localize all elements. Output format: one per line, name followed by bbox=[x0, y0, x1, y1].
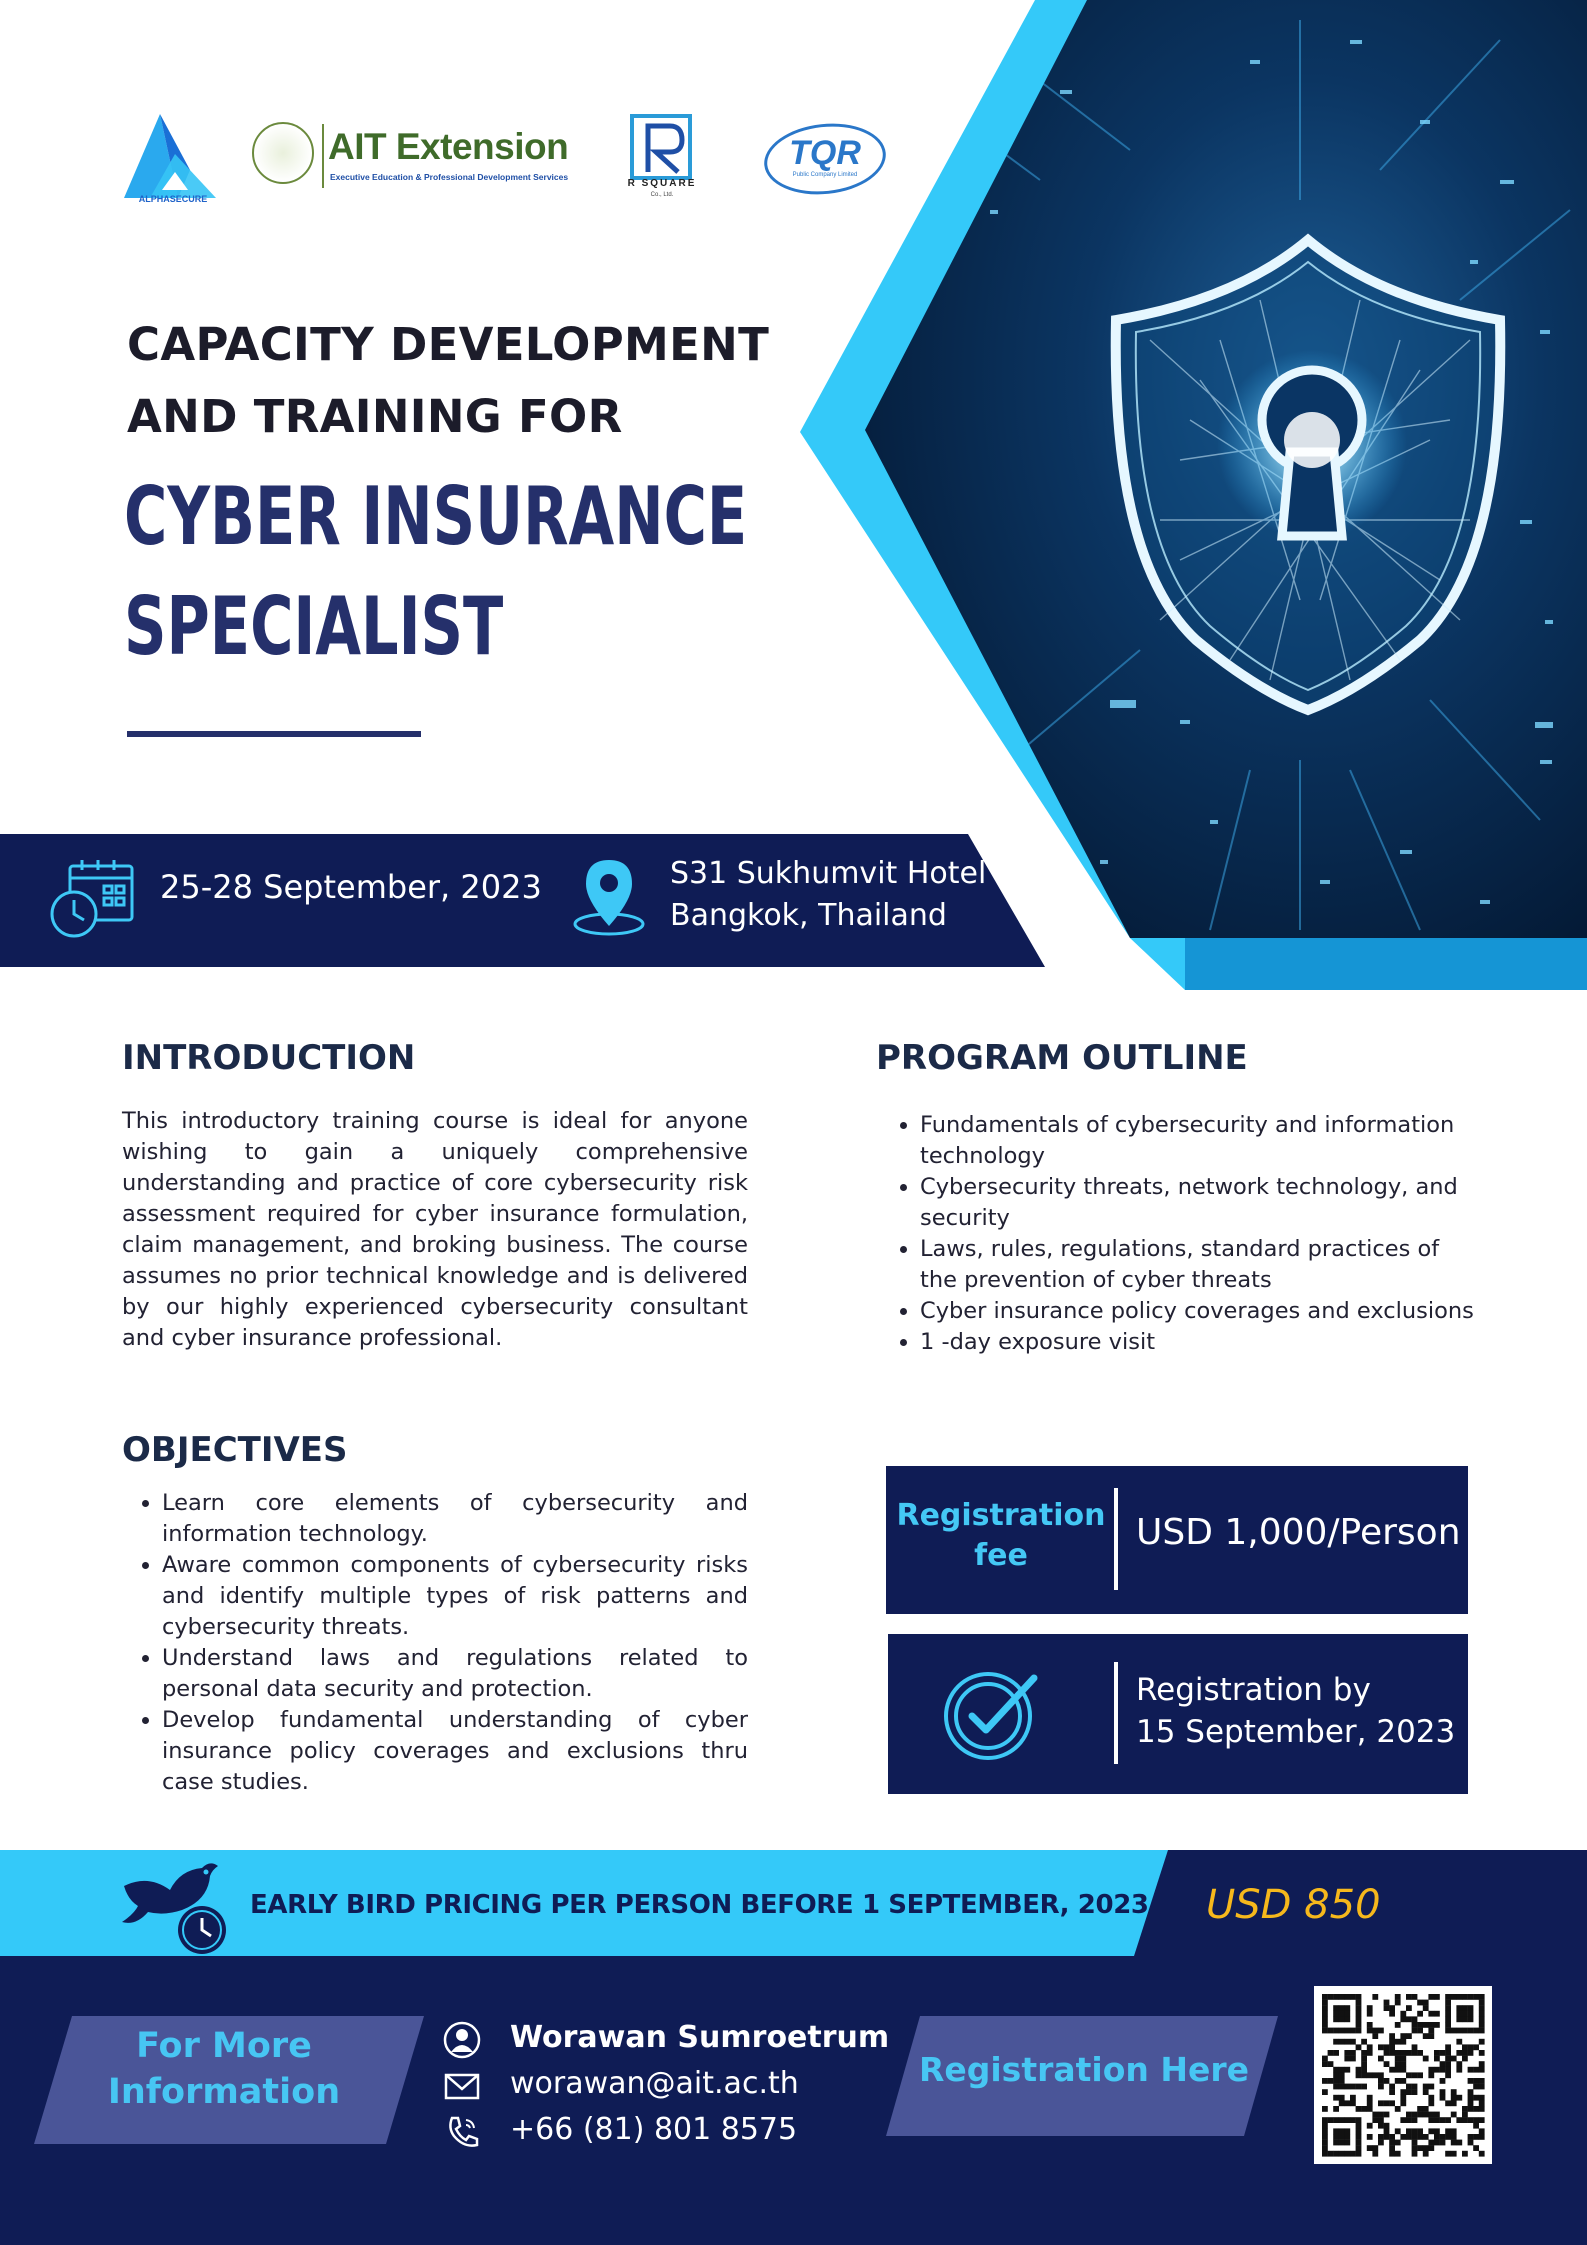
objectives-list bbox=[122, 1488, 748, 1798]
outline-item: • Laws, rules, regulations, standard practices of the prevention of cyber threats bbox=[920, 1234, 1476, 1296]
location-pin-icon bbox=[568, 856, 650, 938]
outline-item: • 1 -day exposure visit bbox=[920, 1327, 1476, 1358]
title-line-2: AND TRAINING FOR bbox=[127, 390, 623, 443]
registration-fee-value: USD 1,000/Person bbox=[1136, 1512, 1461, 1553]
contact-email-link[interactable]: worawan@ait.ac.th bbox=[510, 2066, 799, 2101]
contact-phone-link[interactable]: +66 (81) 801 8575 bbox=[510, 2112, 798, 2147]
outline-item: • Cybersecurity threats, network technology, and security bbox=[920, 1172, 1476, 1234]
registration-fee-label: Registration fee bbox=[896, 1498, 1106, 1573]
outline-item: • Cyber insurance policy coverages and exclusions bbox=[920, 1296, 1476, 1327]
introduction-text: This introductory training course is ideal for anyone wishing to gain a uniquely comprehensive understanding and practice of core cybersecurity risk assessment required for cyber insurance formulation, claim management, and broking business. The course assumes no prior technical knowledge and is delivered by our highly experienced cybersecurity consultant and cyber insurance professional. bbox=[122, 1108, 748, 1351]
venue-line-1: S31 Sukhumvit Hotel bbox=[670, 856, 987, 891]
objective-item: • Develop fundamental understanding of cyber insurance policy coverages and exclusions thru case studies. bbox=[162, 1705, 748, 1798]
mail-icon bbox=[442, 2066, 482, 2106]
ait-extension-logo-text: AIT Extension bbox=[328, 126, 569, 167]
early-bird-price: USD 850 bbox=[1206, 1882, 1381, 1928]
event-date: 25-28 September, 2023 bbox=[160, 868, 542, 906]
title-underline bbox=[127, 731, 421, 737]
registration-deadline-line-2: 15 September, 2023 bbox=[1136, 1714, 1456, 1750]
outline-item: • Fundamentals of cybersecurity and information technology bbox=[920, 1110, 1476, 1172]
objective-item: • Understand laws and regulations related to personal data security and protection. bbox=[162, 1643, 748, 1705]
registration-deadline-line-1: Registration by bbox=[1136, 1672, 1371, 1708]
tqr-logo-text: TQR bbox=[789, 134, 861, 172]
registration-here-button[interactable]: Registration Here bbox=[918, 2050, 1250, 2089]
program-outline-heading: PROGRAM OUTLINE bbox=[876, 1038, 1248, 1078]
alphasecure-logo-label: ALPHASECURE bbox=[138, 194, 208, 204]
r-square-logo-subtext: Co., Ltd. bbox=[650, 192, 674, 198]
objective-item: • Learn core elements of cybersecurity and information technology. bbox=[162, 1488, 748, 1550]
bird-clock-icon bbox=[118, 1856, 232, 1956]
ait-logo-divider bbox=[322, 124, 324, 188]
r-square-logo-text: R SQUARE bbox=[627, 178, 697, 189]
more-information-line-1: For More bbox=[136, 2026, 312, 2066]
objective-item: • Aware common components of cybersecurity risks and identify multiple types of risk patterns and cybersecurity threats. bbox=[162, 1550, 748, 1643]
more-information-line-2: Information bbox=[107, 2072, 341, 2112]
r-square-logo bbox=[630, 114, 692, 180]
title-main-line-1: CYBER INSURANCE bbox=[124, 470, 748, 563]
qr-code[interactable] bbox=[1314, 1986, 1492, 2164]
venue-line-2: Bangkok, Thailand bbox=[670, 898, 947, 933]
ait-extension-tagline: Executive Education & Professional Development Services bbox=[330, 172, 569, 182]
introduction-heading: INTRODUCTION bbox=[122, 1038, 416, 1078]
early-bird-text: EARLY BIRD PRICING PER PERSON BEFORE 1 SEPTEMBER, 2023 bbox=[250, 1890, 1149, 1920]
person-icon bbox=[442, 2020, 482, 2060]
objectives-heading: OBJECTIVES bbox=[122, 1430, 348, 1470]
program-outline-list bbox=[876, 1110, 1476, 1358]
deadline-divider bbox=[1114, 1662, 1118, 1764]
title-line-1: CAPACITY DEVELOPMENT bbox=[127, 318, 770, 371]
phone-icon bbox=[442, 2112, 482, 2152]
tqr-logo-subtext: Public Company Limited bbox=[792, 172, 858, 178]
title-main-line-2: SPECIALIST bbox=[124, 580, 504, 673]
ait-seal-logo bbox=[252, 122, 314, 184]
check-badge-icon bbox=[940, 1664, 1040, 1764]
contact-name: Worawan Sumroetrum bbox=[510, 2020, 890, 2055]
fee-divider bbox=[1114, 1488, 1118, 1590]
calendar-clock-icon bbox=[48, 858, 138, 942]
